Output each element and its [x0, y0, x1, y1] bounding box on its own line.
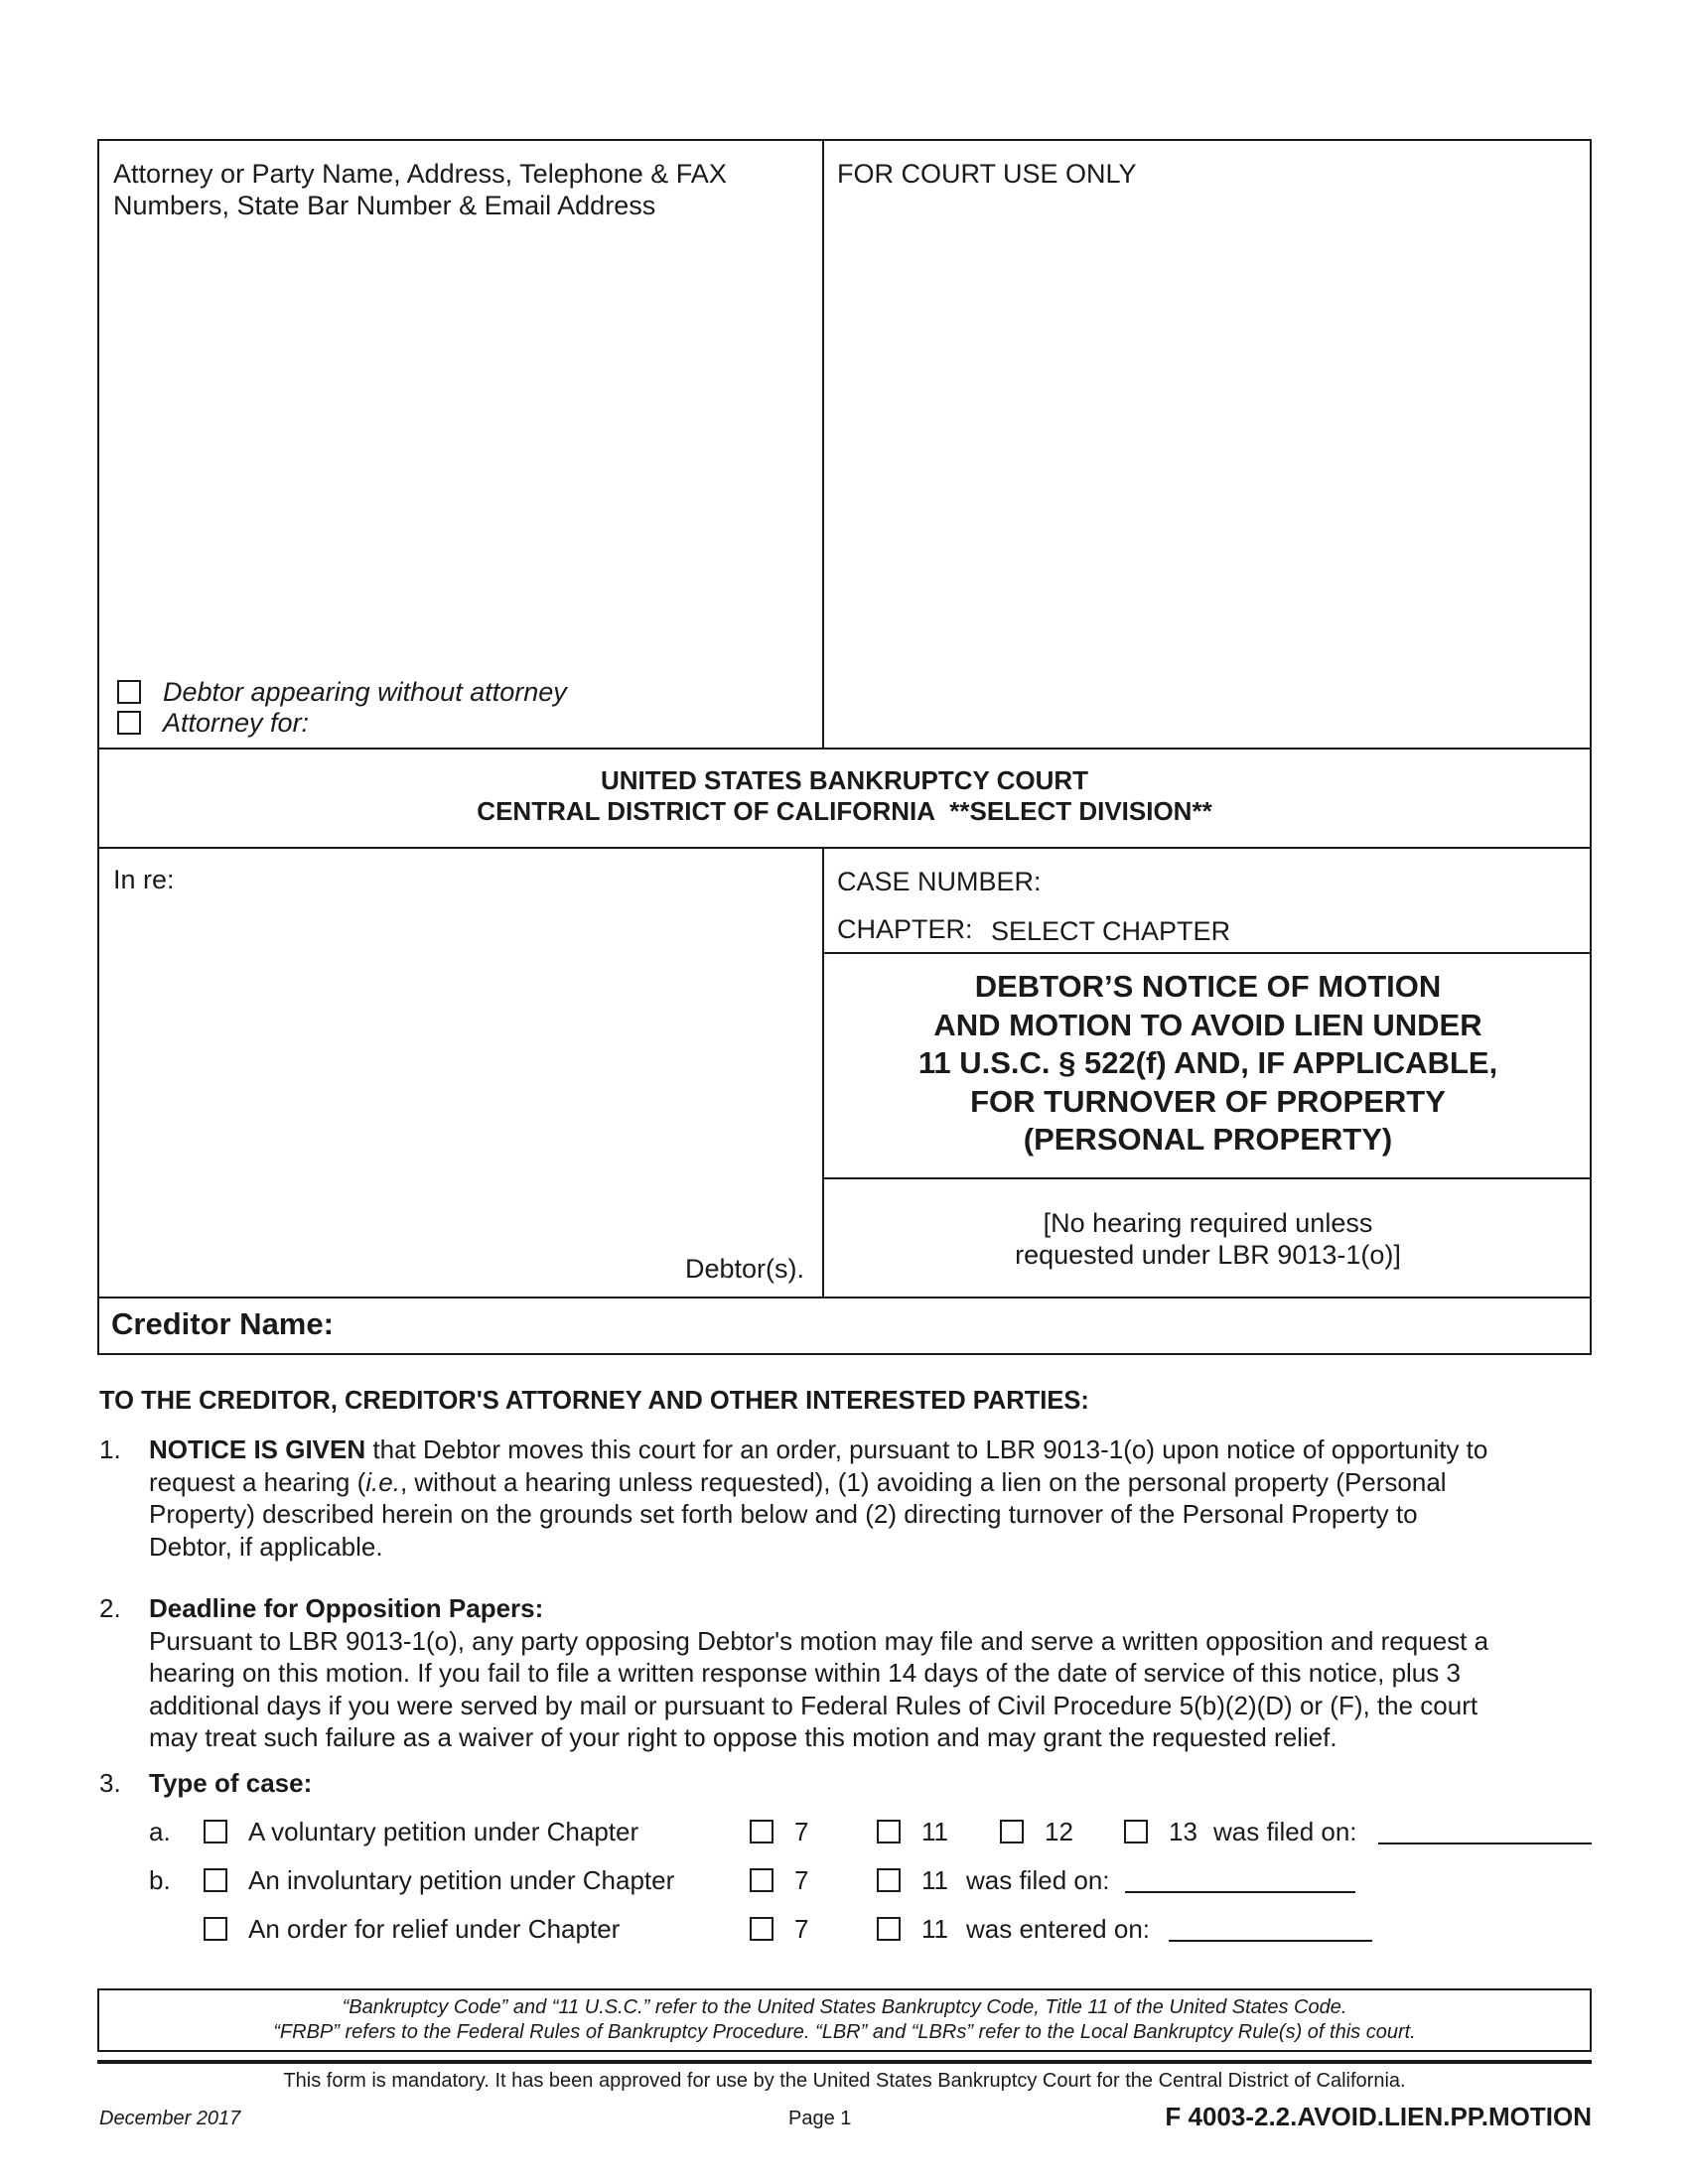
voluntary-chapter13-label: 13 — [1169, 1817, 1197, 1846]
row-a-letter: a. — [149, 1817, 171, 1846]
involuntary-filed-on-field[interactable] — [1125, 1891, 1355, 1893]
involuntary-chapter7-checkbox[interactable] — [750, 1868, 774, 1892]
voluntary-chapter12-label: 12 — [1045, 1817, 1073, 1846]
definitions-line2: “FRBP” refers to the Federal Rules of Bankruptcy Procedure. “LBR” and “LBRs” refer to the Local Bankruptcy Rule(s) of this court. — [273, 2021, 1416, 2043]
item1-line2a: request a hearing ( — [149, 1466, 366, 1497]
voluntary-chapter12-checkbox[interactable] — [1000, 1820, 1024, 1843]
item3-number: 3. — [99, 1768, 121, 1798]
order-entered-on-field[interactable] — [1169, 1940, 1372, 1942]
item1-line1: that Debtor moves this court for an order, pursuant to LBR 9013-1(o) upon notice of opportunity to — [365, 1434, 1488, 1464]
item2-line: Pursuant to LBR 9013-1(o), any party opposing Debtor's motion may file and serve a written opposition and request a — [149, 1625, 1489, 1656]
hearing-note-line1: [No hearing required unless — [1043, 1208, 1373, 1238]
mandatory-notice: This form is mandatory. It has been approved for use by the United States Bankruptcy Court for the Central District of California. — [283, 2070, 1406, 2092]
court-bottom-rule — [97, 847, 1592, 849]
debtor-without-attorney-checkbox[interactable] — [117, 680, 141, 704]
court-district: CENTRAL DISTRICT OF CALIFORNIA — [477, 796, 935, 826]
top-divider — [822, 139, 824, 749]
voluntary-chapter7-checkbox[interactable] — [750, 1820, 774, 1843]
form-date: December 2017 — [99, 2108, 241, 2129]
item2-line: hearing on this motion. If you fail to file a written response within 14 days of the date of service of this notice, plus 3 — [149, 1658, 1461, 1688]
court-top-rule — [97, 748, 1592, 750]
involuntary-chapter7-label: 7 — [794, 1865, 809, 1895]
item1-text — [149, 1433, 1599, 1563]
attorney-info-label-line1: Attorney or Party Name, Address, Telephone & FAX — [113, 159, 727, 189]
voluntary-chapter13-checkbox[interactable] — [1124, 1820, 1148, 1843]
title-line: 11 U.S.C. § 522(f) AND, IF APPLICABLE, — [917, 1045, 1498, 1080]
hearing-note-line2: requested under LBR 9013-1(o)] — [1015, 1240, 1401, 1270]
attorney-for-checkbox[interactable] — [117, 711, 141, 735]
attorney-info-label-line2: Numbers, State Bar Number & Email Address — [113, 191, 656, 220]
involuntary-petition-checkbox[interactable] — [204, 1868, 227, 1892]
order-chapter7-checkbox[interactable] — [750, 1917, 774, 1941]
document-title — [824, 968, 1592, 1160]
in-re-label: In re: — [113, 865, 175, 894]
debtors-label: Debtor(s). — [685, 1254, 805, 1284]
item1-line3: Property) described herein on the grounds set forth below and (2) directing turnover of the Personal Property to — [149, 1499, 1418, 1529]
item2-number: 2. — [99, 1593, 121, 1623]
case-box-rule — [822, 952, 1592, 954]
voluntary-chapter11-label: 11 — [921, 1817, 948, 1846]
voluntary-chapter11-checkbox[interactable] — [877, 1820, 901, 1843]
voluntary-petition-label: A voluntary petition under Chapter — [248, 1817, 639, 1846]
title-line: (PERSONAL PROPERTY) — [1023, 1122, 1393, 1157]
involuntary-petition-label: An involuntary petition under Chapter — [248, 1865, 675, 1895]
involuntary-chapter11-label: 11 — [921, 1865, 948, 1895]
order-chapter11-checkbox[interactable] — [877, 1917, 901, 1941]
court-line2 — [97, 796, 1592, 827]
voluntary-filed-on-field[interactable] — [1378, 1843, 1592, 1844]
creditor-name-label: Creditor Name: — [111, 1306, 334, 1341]
item2-heading: Deadline for Opposition Papers: — [149, 1593, 544, 1623]
court-division-select[interactable]: **SELECT DIVISION** — [949, 796, 1212, 826]
voluntary-petition-checkbox[interactable] — [204, 1820, 227, 1843]
order-chapter11-label: 11 — [921, 1914, 948, 1944]
item2-text — [149, 1592, 1599, 1754]
salutation: TO THE CREDITOR, CREDITOR'S ATTORNEY AND OTHER INTERESTED PARTIES: — [99, 1387, 1089, 1415]
court-heading — [97, 765, 1592, 827]
page-number: Page 1 — [788, 2108, 852, 2129]
order-for-relief-label: An order for relief under Chapter — [248, 1914, 621, 1944]
creditor-rule — [97, 1297, 1592, 1298]
chapter-select[interactable]: SELECT CHAPTER — [991, 916, 1231, 946]
definitions-text — [97, 1995, 1592, 2045]
court-line1: UNITED STATES BANKRUPTCY COURT — [600, 765, 1089, 795]
voluntary-chapter7-label: 7 — [794, 1817, 809, 1846]
court-use-label: FOR COURT USE ONLY — [837, 159, 1137, 189]
attorney-info-label — [113, 158, 727, 221]
item1-lead: NOTICE IS GIVEN — [149, 1434, 366, 1464]
item1-number: 1. — [99, 1434, 121, 1464]
case-number-label: CASE NUMBER: — [837, 867, 1042, 896]
attorney-for-label: Attorney for: — [163, 708, 310, 738]
order-for-relief-checkbox[interactable] — [204, 1917, 227, 1941]
definitions-line1: “Bankruptcy Code” and “11 U.S.C.” refer to the United States Bankruptcy Code, Title 11 of the United States Code. — [342, 1996, 1347, 2018]
item3-heading: Type of case: — [149, 1768, 313, 1798]
title-line: AND MOTION TO AVOID LIEN UNDER — [933, 1007, 1482, 1042]
involuntary-filed-on-label: was filed on: — [966, 1865, 1110, 1895]
row-b-letter: b. — [149, 1865, 171, 1895]
voluntary-filed-on-label: was filed on: — [1213, 1817, 1357, 1846]
item2-line: additional days if you were served by mail or pursuant to Federal Rules of Civil Procedure 5(b)(2)(D) or (F), the court — [149, 1690, 1478, 1720]
item2-line: may treat such failure as a waiver of your right to oppose this motion and may grant the requested relief. — [149, 1722, 1337, 1752]
item1-line4: Debtor, if applicable. — [149, 1531, 383, 1562]
debtor-without-attorney-label: Debtor appearing without attorney — [163, 677, 567, 707]
title-line: DEBTOR’S NOTICE OF MOTION — [974, 969, 1442, 1004]
order-entered-on-label: was entered on: — [966, 1914, 1151, 1944]
hearing-note — [824, 1207, 1592, 1271]
title-box-rule — [822, 1177, 1592, 1179]
item1-line2b: , without a hearing unless requested), (1) avoiding a lien on the personal property (Personal — [399, 1466, 1447, 1497]
item1-ie: i.e. — [365, 1466, 400, 1497]
involuntary-chapter11-checkbox[interactable] — [877, 1868, 901, 1892]
chapter-label: CHAPTER: — [837, 914, 973, 944]
order-chapter7-label: 7 — [794, 1914, 809, 1944]
footer-rule — [97, 2060, 1592, 2064]
title-line: FOR TURNOVER OF PROPERTY — [970, 1083, 1446, 1119]
form-id: F 4003-2.2.AVOID.LIEN.PP.MOTION — [1165, 2102, 1592, 2131]
